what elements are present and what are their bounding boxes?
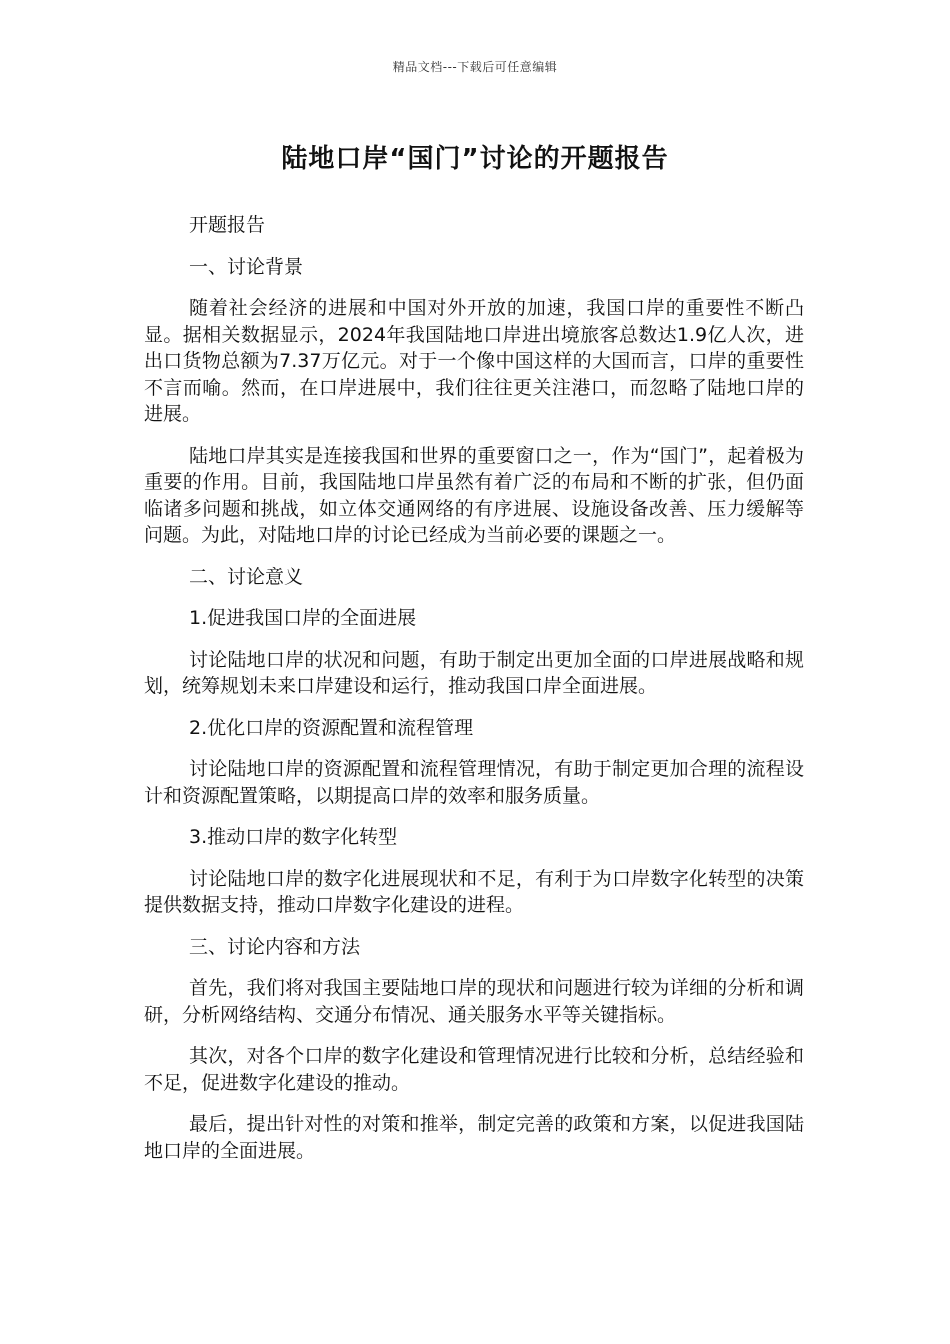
paragraph: 讨论陆地口岸的数字化进展现状和不足，有利于为口岸数字化转型的决策提供数据支持，推动口岸数字化建设的进程。 — [144, 867, 804, 916]
subheading: 1.促进我国口岸的全面进展 — [189, 607, 417, 629]
subheading: 3.推动口岸的数字化转型 — [189, 826, 398, 848]
paragraph-report-label: 开题报告 — [189, 214, 266, 236]
paragraph: 随着社会经济的进展和中国对外开放的加速，我国口岸的重要性不断凸显。据相关数据显示，2024年我国陆地口岸进出境旅客总数达1.9亿人次，进出口货物总额为7.37万亿元。对于一个像中国这样的大国而言，口岸的重要性不言而喻。然而，在口岸进展中，我们往往更关注港口，而忽略了陆地口岸的进展。 — [144, 297, 804, 425]
paragraph: 最后，提出针对性的对策和推举，制定完善的政策和方案，以促进我国陆地口岸的全面进展。 — [144, 1113, 804, 1162]
paragraph: 讨论陆地口岸的资源配置和流程管理情况，有助于制定更加合理的流程设计和资源配置策略，以期提高口岸的效率和服务质量。 — [144, 758, 804, 807]
paragraph: 首先，我们将对我国主要陆地口岸的现状和问题进行较为详细的分析和调研，分析网络结构、交通分布情况、通关服务水平等关键指标。 — [144, 977, 804, 1026]
section-heading-significance: 二、讨论意义 — [189, 565, 304, 588]
section-heading-content-methods: 三、讨论内容和方法 — [189, 935, 361, 958]
paragraph: 陆地口岸其实是连接我国和世界的重要窗口之一，作为“国门”，起着极为重要的作用。目前，我国陆地口岸虽然有着广泛的布局和不断的扩张，但仍面临诸多问题和挑战，如立体交通网络的有序进展、设施设备改善、压力缓解等问题。为此，对陆地口岸的讨论已经成为当前必要的课题之一。 — [144, 444, 804, 546]
paragraph: 讨论陆地口岸的状况和问题，有助于制定出更加全面的口岸进展战略和规划，统筹规划未来口岸建设和运行，推动我国口岸全面进展。 — [144, 648, 804, 697]
subheading: 2.优化口岸的资源配置和流程管理 — [189, 716, 474, 739]
section-heading-background: 一、讨论背景 — [189, 255, 304, 278]
header-note: 精品文档---下载后可任意编辑 — [392, 60, 558, 74]
document-body — [144, 212, 804, 1179]
document-title: 陆地口岸“国门”讨论的开题报告 — [281, 144, 669, 174]
paragraph: 其次，对各个口岸的数字化建设和管理情况进行比较和分析，总结经验和不足，促进数字化建设的推动。 — [144, 1045, 804, 1094]
